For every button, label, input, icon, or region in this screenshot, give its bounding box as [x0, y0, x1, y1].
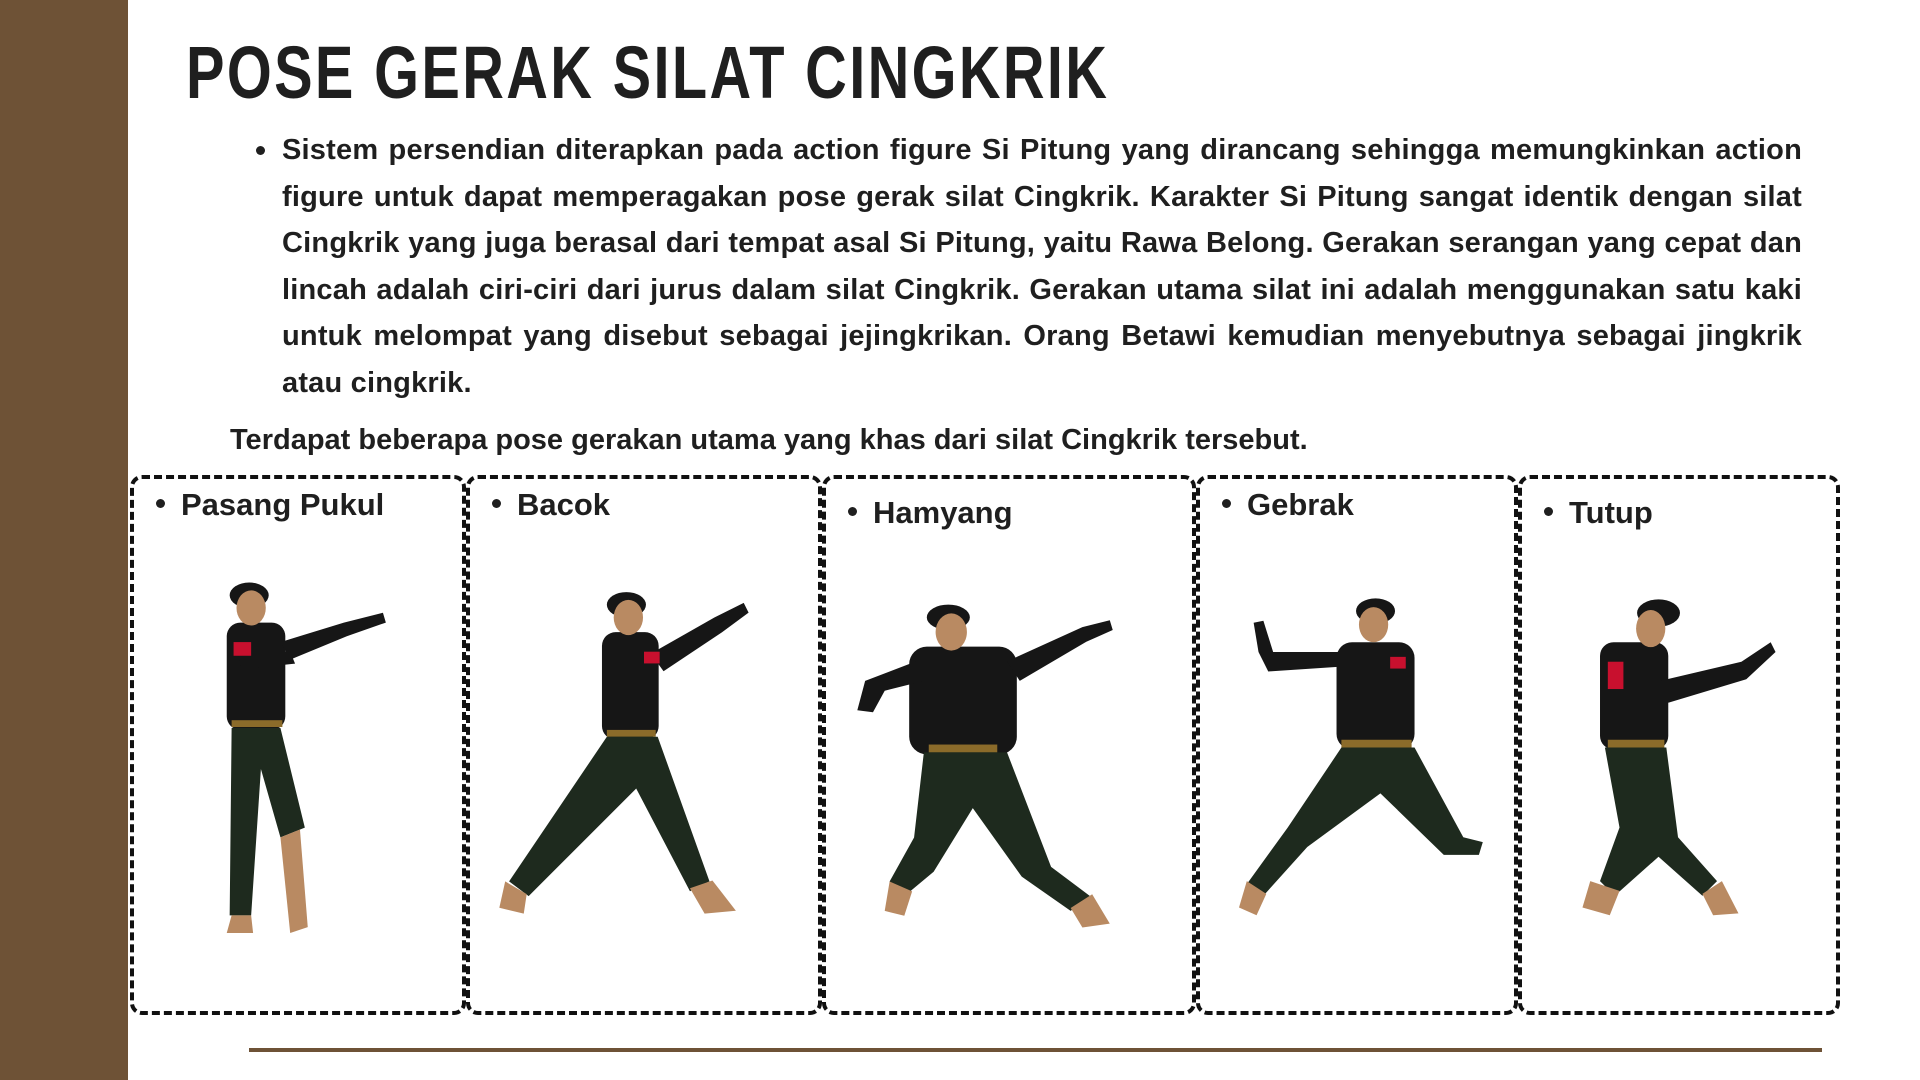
silat-pose-figure-image — [1200, 539, 1514, 999]
pose-card-tutup — [1518, 475, 1840, 1015]
pose-label — [1544, 495, 1653, 531]
footer-divider — [249, 1048, 1822, 1052]
bullet-icon — [848, 507, 857, 516]
pose-card-pasang-pukul — [130, 475, 466, 1015]
silat-pose-figure-image — [1522, 539, 1836, 999]
bullet-icon — [156, 499, 165, 508]
bullet-icon — [1222, 499, 1231, 508]
lead-sentence: Terdapat beberapa pose gerakan utama yang khas dari silat Cingkrik tersebut. — [230, 424, 1308, 456]
pose-card-bacok — [466, 475, 822, 1015]
pose-label-text: Tutup — [1569, 495, 1653, 530]
intro-paragraph: Sistem persendian diterapkan pada action figure Si Pitung yang dirancang sehingga memungkinkan action figure untuk dapat memperagakan pose gerak silat Cingkrik. Karakter Si Pitung sangat identik dengan silat Cingkrik yang juga berasal dari tempat asal Si Pitung, yaitu Rawa Belong. Gerakan serangan yang cepat dan lincah adalah ciri-ciri dari jurus dalam silat Cingkrik. Gerakan utama silat ini adalah menggunakan satu kaki untuk melompat yang disebut sebagai jejingkrikan. Orang Betawi kemudian menyebutnya sebagai jingkrik atau cingkrik. — [282, 134, 1802, 399]
pose-label-text: Pasang Pukul — [181, 487, 385, 522]
silat-pose-figure-image — [470, 539, 818, 999]
pose-card-gebrak — [1196, 475, 1518, 1015]
pose-label-text: Bacok — [517, 487, 611, 522]
page-title: POSE GERAK SILAT CINGKRIK — [186, 31, 1110, 114]
bullet-icon — [1544, 507, 1553, 516]
pose-label — [848, 495, 1013, 531]
sidebar-accent-band — [0, 0, 128, 1080]
intro-bullet-item — [254, 127, 1802, 406]
silat-pose-figure-image — [826, 539, 1192, 999]
pose-label — [492, 487, 610, 523]
pose-label — [156, 487, 384, 523]
pose-label-text: Hamyang — [873, 495, 1013, 530]
silat-pose-figure-image — [134, 539, 462, 999]
intro-list — [254, 127, 1802, 406]
pose-label — [1222, 487, 1354, 523]
bullet-icon — [492, 499, 501, 508]
pose-label-text: Gebrak — [1247, 487, 1354, 522]
bullet-icon — [256, 146, 265, 155]
pose-card-hamyang — [822, 475, 1196, 1015]
